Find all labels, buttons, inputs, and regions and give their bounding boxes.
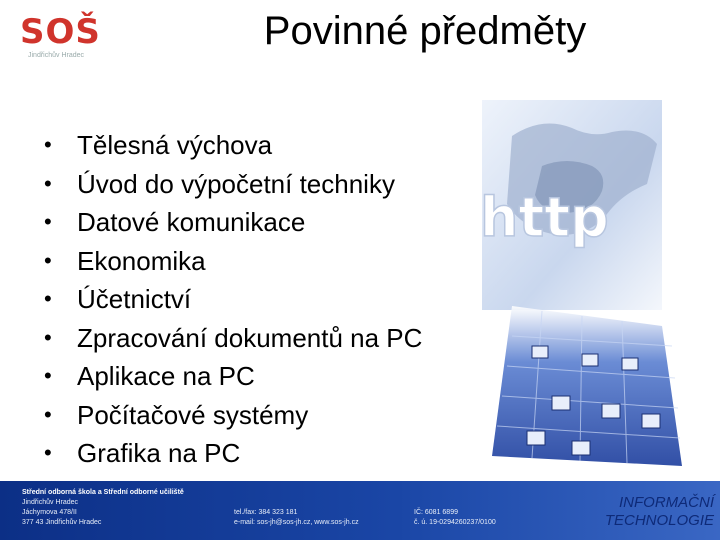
footer-ic: IČ: 6081 6899 bbox=[414, 509, 458, 516]
subject-label: Ekonomika bbox=[77, 245, 206, 276]
bullet-icon: • bbox=[44, 132, 52, 157]
logo-text: SOŠ bbox=[20, 12, 101, 52]
bullet-icon: • bbox=[44, 209, 52, 234]
subject-label: Aplikace na PC bbox=[77, 361, 255, 391]
footer-email-web: e-mail: sos-jh@sos-jh.cz, www.sos-jh.cz bbox=[234, 519, 359, 526]
footer-street: Jáchymova 478/II bbox=[22, 509, 77, 516]
network-computers-image bbox=[492, 306, 682, 466]
list-item bbox=[44, 396, 474, 435]
list-item bbox=[44, 203, 474, 242]
subject-label: Datové komunikace bbox=[77, 207, 306, 237]
bullet-icon: • bbox=[44, 401, 52, 427]
globe-map-image bbox=[480, 100, 662, 310]
logo-subtitle: Jindřichův Hradec bbox=[28, 52, 85, 59]
slide-title: Povinné předměty bbox=[263, 9, 587, 53]
bullet-icon: • bbox=[44, 247, 52, 273]
subject-list bbox=[44, 126, 474, 473]
bullet-icon: • bbox=[44, 363, 52, 388]
subject-label: Zpracování dokumentů na PC bbox=[77, 322, 423, 353]
list-item bbox=[44, 126, 474, 165]
school-logo bbox=[20, 14, 150, 66]
bullet-icon: • bbox=[44, 170, 52, 196]
brand-label bbox=[605, 494, 714, 530]
bullet-icon: • bbox=[44, 286, 52, 311]
subject-label: Počítačové systémy bbox=[77, 399, 309, 430]
brand-line-2: TECHNOLOGIE bbox=[604, 512, 714, 529]
brand-line-1: INFORMAČNÍ bbox=[619, 494, 714, 511]
list-item bbox=[44, 357, 474, 396]
footer-postcode: 377 43 Jindřichův Hradec bbox=[22, 519, 102, 526]
footer-phone: tel./fax: 384 323 181 bbox=[234, 509, 298, 516]
footer-contact bbox=[234, 508, 359, 528]
list-item bbox=[44, 165, 474, 204]
footer-address bbox=[22, 488, 184, 528]
list-item bbox=[44, 280, 474, 319]
subject-label: Úvod do výpočetní techniky bbox=[77, 168, 395, 199]
list-item bbox=[44, 319, 474, 358]
subject-label: Účetnictví bbox=[77, 284, 192, 314]
bullet-icon: • bbox=[44, 324, 52, 350]
footer-ids bbox=[414, 508, 496, 528]
subject-label: Grafika na PC bbox=[77, 438, 241, 468]
svg-text:http: http bbox=[480, 186, 609, 249]
footer-account: č. ú. 19-0294260237/0100 bbox=[414, 519, 496, 526]
footer-city: Jindřichův Hradec bbox=[22, 499, 79, 506]
bullet-icon: • bbox=[44, 440, 52, 465]
list-item bbox=[44, 242, 474, 281]
subject-label: Tělesná výchova bbox=[77, 130, 273, 160]
list-item bbox=[44, 434, 474, 473]
decorative-it-image bbox=[472, 96, 720, 481]
footer-school-name: Střední odborná škola a Střední odborné učiliště bbox=[22, 489, 184, 496]
